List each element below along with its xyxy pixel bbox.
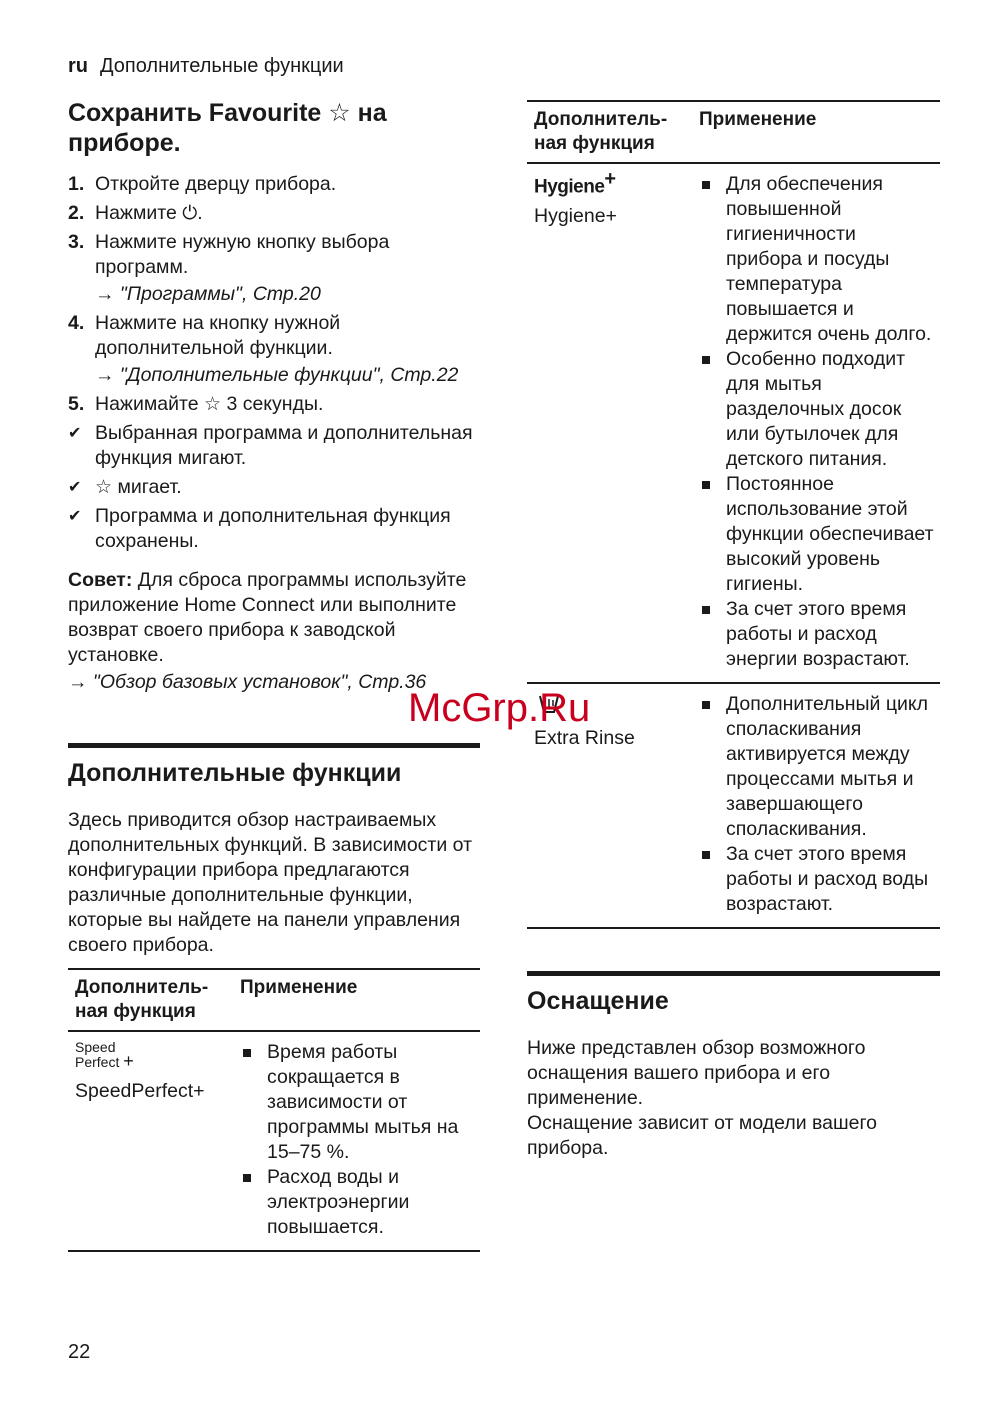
hygiene-icon: Hygiene+: [534, 168, 616, 198]
list-item: За счет этого время работы и расход воды возрастают.: [699, 842, 934, 917]
right-column: [527, 100, 940, 1161]
extras-intro: Здесь приводится обзор настраиваемых дополнительных функций. В зависимости от конфигурации прибора предлагаются различные дополнительные функции, которые вы найдете на панели управления своего прибора.: [68, 809, 472, 956]
step-2: 2. Нажмите ⏻.: [68, 202, 203, 224]
function-name: Extra Rinse: [534, 727, 635, 749]
result-3: ✔ Программа и дополнительная функция сохранены.: [68, 505, 451, 552]
section-divider: [527, 971, 940, 976]
extras-title: Дополнительные функции: [68, 759, 402, 787]
extras-table: [68, 968, 480, 1252]
power-icon: ⏻: [182, 203, 198, 224]
usage-list: [699, 692, 934, 917]
star-icon: ☆: [95, 477, 113, 498]
extras-table-continued: [527, 100, 940, 929]
table-row: [527, 163, 940, 683]
speedperfect-icon: Speed Perfect +: [75, 1039, 134, 1071]
equipment-p2: Оснащение зависит от модели вашего прибора.: [527, 1112, 878, 1159]
header-title: Дополнительные функции: [100, 55, 344, 77]
section-divider: [68, 743, 480, 748]
equipment-title: Оснащение: [527, 987, 669, 1015]
list-item: Время работы сокращается в зависимости от программы мытья на 15–75 %.: [240, 1040, 474, 1165]
step-5: 5. Нажимайте ☆ 3 секунды.: [68, 393, 324, 415]
step-4: 4. Нажмите на кнопку нужной дополнительной функции. → "Дополнительные функции", Стр.22: [68, 311, 480, 388]
list-item: За счет этого время работы и расход энергии возрастают.: [699, 597, 934, 672]
list-item: Дополнительный цикл споласкивания активируется между процессами мытья и завершающего споласкивания.: [699, 692, 934, 842]
function-name: Hygiene+: [534, 205, 617, 228]
result-1: ✔ Выбранная программа и дополнительная функция мигают.: [68, 422, 473, 469]
arrow-icon: →: [95, 364, 115, 386]
col-usage-header: Применение: [240, 977, 358, 998]
check-icon: ✔: [68, 425, 82, 442]
col-function-header: Дополнительная функция: [75, 977, 209, 1022]
check-icon: ✔: [68, 508, 82, 525]
xref-extra-functions[interactable]: → "Дополнительные функции", Стр.22: [95, 364, 459, 386]
watermark: McGrp.Ru: [408, 686, 591, 730]
usage-list: [240, 1040, 474, 1240]
col-usage-header: Применение: [699, 109, 817, 130]
function-name: SpeedPerfect+: [75, 1080, 205, 1102]
language-code: ru: [68, 55, 88, 77]
col-function-header: Дополнительная функция: [534, 109, 668, 154]
check-icon: ✔: [68, 479, 82, 496]
page-header: [68, 55, 344, 78]
page-number: 22: [68, 1341, 91, 1363]
usage-list: [699, 172, 934, 672]
list-item: Особенно подходит для мытья разделочных досок или бутылочек для детского питания.: [699, 347, 934, 472]
list-item: Для обеспечения повышенной гигиеничности прибора и посуды температура повышается и держится очень долго.: [699, 172, 934, 347]
favourite-title: Сохранить Favourite ☆ на приборе.: [68, 99, 387, 157]
list-item: Расход воды и электроэнергии повышается.: [240, 1165, 474, 1240]
xref-basic-settings[interactable]: → "Обзор базовых установок", Стр.36: [68, 671, 427, 693]
star-icon: ☆: [328, 99, 351, 127]
xref-programs[interactable]: → "Программы", Стр.20: [95, 283, 321, 305]
step-1: 1. Откройте дверцу прибора.: [68, 173, 337, 195]
arrow-icon: →: [95, 283, 115, 305]
list-item: Постоянное использование этой функции обеспечивает высокий уровень гигиены.: [699, 472, 934, 597]
tip-paragraph: Совет: Для сброса программы используйте приложение Home Connect или выполните возврат своего прибора к заводской установке. → "Обзор базовых установок", Стр.36: [68, 568, 480, 695]
result-2: ✔ ☆ мигает.: [68, 476, 182, 498]
left-column: [68, 98, 480, 1252]
favourite-steps: [68, 172, 480, 554]
equipment-p1: Ниже представлен обзор возможного оснащения вашего прибора и его применение.: [527, 1037, 866, 1109]
arrow-icon: →: [68, 671, 88, 693]
step-3: 3. Нажмите нужную кнопку выбора программ. → "Программы", Стр.20: [68, 230, 480, 307]
table-row: [68, 1031, 480, 1251]
star-icon: ☆: [203, 394, 222, 415]
